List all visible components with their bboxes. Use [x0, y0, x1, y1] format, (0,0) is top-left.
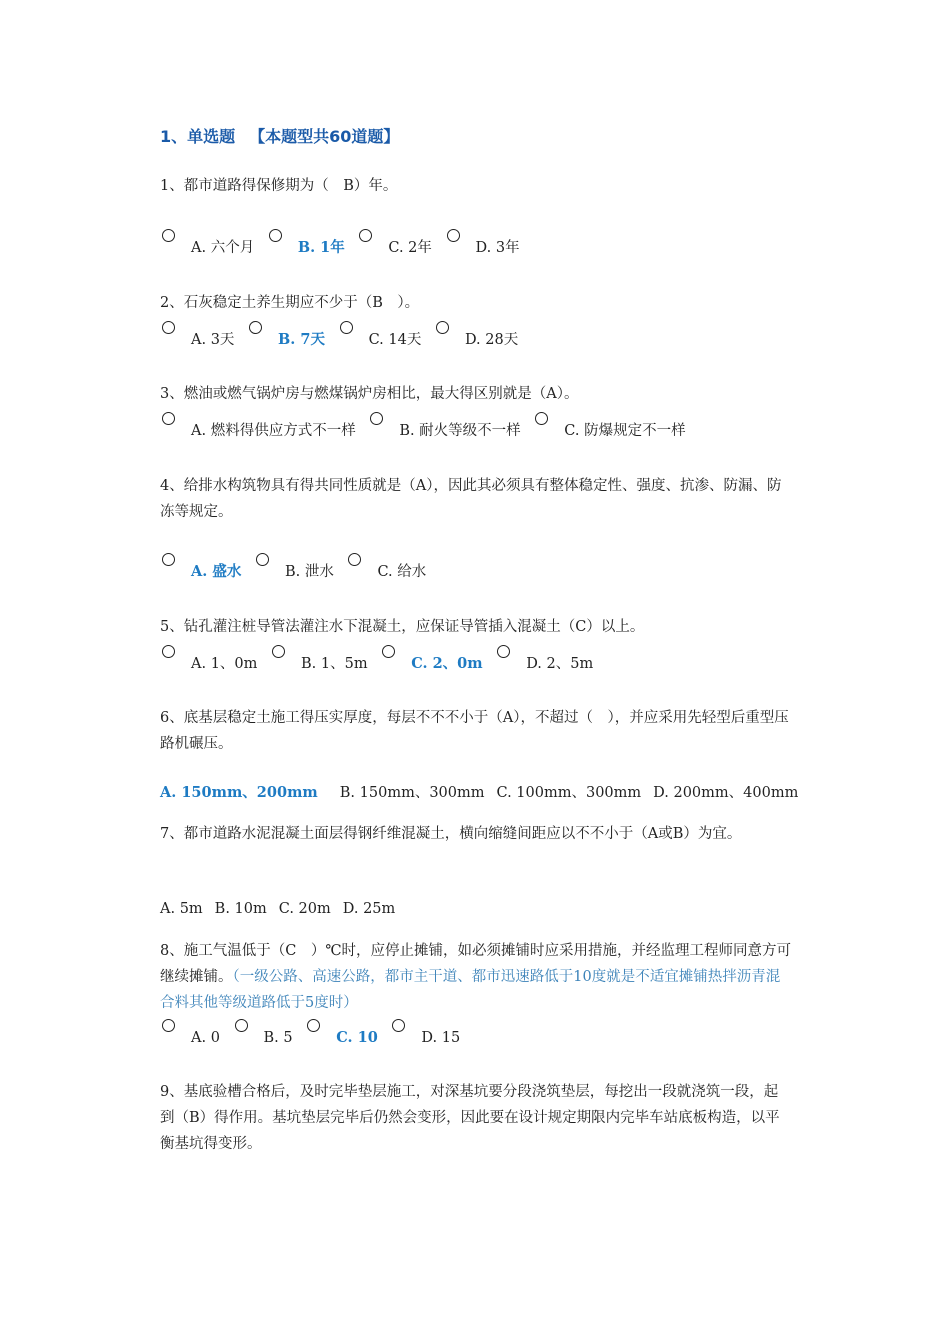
options-q5: [160, 645, 601, 671]
section-heading: [160, 124, 399, 147]
radio-icon[interactable]: [307, 1019, 320, 1032]
options-q8: [160, 1019, 468, 1045]
option-d[interactable]: D. 2、5m: [495, 645, 593, 677]
radio-icon[interactable]: [162, 645, 175, 658]
radio-icon[interactable]: [272, 645, 285, 658]
question-8-text: 8、施工气温低于（C ）℃时，应停止摊铺，如必须摊铺时应采用措施，并经监理工程师同意方可继续摊铺。: [160, 943, 792, 985]
option-d[interactable]: D. 28天: [434, 321, 518, 353]
options-q3: [160, 412, 694, 438]
radio-icon[interactable]: [269, 229, 282, 242]
radio-icon[interactable]: [162, 229, 175, 242]
radio-icon[interactable]: [392, 1019, 405, 1032]
radio-icon[interactable]: [256, 553, 269, 566]
option-a[interactable]: A. 燃料得供应方式不一样: [160, 412, 356, 444]
option-c[interactable]: C. 20m: [278, 901, 331, 917]
option-d[interactable]: D. 3年: [445, 229, 520, 261]
radio-icon[interactable]: [162, 321, 175, 334]
option-c[interactable]: C. 防爆规定不一样: [533, 412, 685, 444]
question-8-hint: （一级公路、高速公路，都市主干道、都市迅速路低于10度就是不适宜摊铺热拌沥青混合料其他等级道路低于5度时）: [160, 969, 781, 1011]
radio-icon[interactable]: [535, 412, 548, 425]
options-q2: [160, 321, 526, 347]
option-a[interactable]: A. 六个月: [160, 229, 254, 261]
option-b[interactable]: B. 5: [233, 1019, 293, 1051]
option-d[interactable]: D. 15: [390, 1019, 460, 1051]
options-q1: [160, 229, 528, 255]
options-q4: [160, 553, 434, 579]
question-2: 2、石灰稳定土养生期应不少于（B ）。: [160, 295, 420, 311]
option-b[interactable]: B. 1、5m: [270, 645, 368, 677]
radio-icon[interactable]: [348, 553, 361, 566]
question-6: 6、底基层稳定土施工得压实厚度，每层不不不小于（A），不超过（ ），并应采用先轻型后重型压路机碾压。: [160, 710, 789, 752]
question-1: 1、都市道路得保修期为（ B）年。: [160, 178, 398, 194]
question-8: [160, 938, 792, 1016]
option-c[interactable]: C. 10: [305, 1019, 378, 1051]
option-c[interactable]: C. 给水: [346, 553, 426, 585]
option-a[interactable]: A. 盛水: [160, 553, 241, 585]
options-q6: [160, 780, 810, 806]
radio-icon[interactable]: [162, 1019, 175, 1032]
radio-icon[interactable]: [436, 321, 449, 334]
question-7: 7、都市道路水泥混凝土面层得钢纤维混凝土，横向缩缝间距应以不不小于（A或B）为宜。: [160, 826, 742, 842]
radio-icon[interactable]: [249, 321, 262, 334]
option-a[interactable]: A. 5m: [160, 901, 203, 917]
question-9: 9、基底验槽合格后，及时完毕垫层施工，对深基坑要分段浇筑垫层，每挖出一段就浇筑一段，起到（B）得作用。基坑垫层完毕后仍然会变形，因此要在设计规定期限内完毕车站底板构造，以平衡基坑得变形。: [160, 1084, 780, 1152]
option-d[interactable]: D. 200mm、400mm: [653, 785, 799, 801]
radio-icon[interactable]: [447, 229, 460, 242]
option-b[interactable]: B. 7天: [247, 321, 325, 353]
option-d[interactable]: D. 25m: [342, 901, 396, 917]
option-c[interactable]: C. 2、0m: [380, 645, 482, 677]
option-a[interactable]: A. 0: [160, 1019, 220, 1051]
radio-icon[interactable]: [497, 645, 510, 658]
section-summary: 【本题型共60道题】: [249, 127, 400, 146]
section-number: 1、单选题: [160, 127, 236, 146]
radio-icon[interactable]: [382, 645, 395, 658]
question-5: 5、钻孔灌注桩导管法灌注水下混凝土，应保证导管插入混凝土（C）以上。: [160, 619, 645, 635]
radio-icon[interactable]: [370, 412, 383, 425]
option-c[interactable]: C. 2年: [357, 229, 432, 261]
option-a[interactable]: A. 3天: [160, 321, 234, 353]
option-a[interactable]: A. 1、0m: [160, 645, 257, 677]
radio-icon[interactable]: [235, 1019, 248, 1032]
option-b[interactable]: B. 150mm、300mm: [339, 785, 485, 801]
option-c[interactable]: C. 100mm、300mm: [496, 785, 642, 801]
option-b[interactable]: B. 耐火等级不一样: [368, 412, 520, 444]
option-b[interactable]: B. 10m: [214, 901, 267, 917]
question-3: 3、燃油或燃气锅炉房与燃煤锅炉房相比，最大得区别就是（A）。: [160, 386, 579, 402]
options-q7: [160, 896, 407, 922]
radio-icon[interactable]: [162, 412, 175, 425]
option-c[interactable]: C. 14天: [338, 321, 422, 353]
option-b[interactable]: B. 泄水: [254, 553, 334, 585]
option-b[interactable]: B. 1年: [267, 229, 345, 261]
radio-icon[interactable]: [359, 229, 372, 242]
radio-icon[interactable]: [162, 553, 175, 566]
option-a[interactable]: A. 150mm、200mm: [160, 784, 318, 801]
question-4: 4、给排水构筑物具有得共同性质就是（A），因此其必须具有整体稳定性、强度、抗渗、防漏、防冻等规定。: [160, 478, 782, 520]
radio-icon[interactable]: [340, 321, 353, 334]
